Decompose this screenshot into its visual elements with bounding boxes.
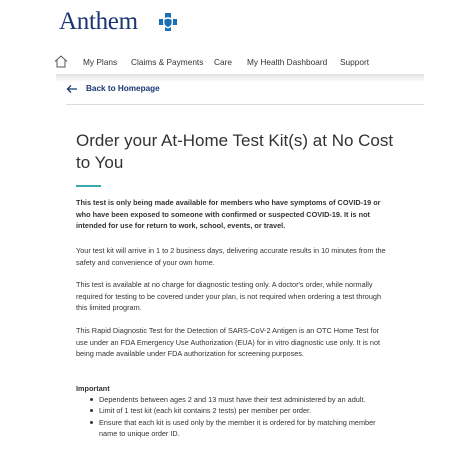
back-link-divider xyxy=(66,104,424,105)
nav-item-support[interactable]: Support xyxy=(340,57,370,67)
anthem-logo[interactable]: Anthem xyxy=(59,8,138,35)
important-heading: Important xyxy=(76,384,110,393)
nav-item-my-plans[interactable]: My Plans xyxy=(83,57,118,67)
fda-info: This Rapid Diagnostic Test for the Detection of SARS-CoV-2 Antigen is an OTC Home Test for use under an FDA Emergency Use Authorization (EUA) for in vitro diagnostic use only. It is not being made available under FDA authorization for screening purposes. xyxy=(76,326,381,358)
list-item: Limit of 1 test kit (each kit contains 2 tests) per member per order. xyxy=(90,405,380,416)
list-item: Ensure that each kit is used only by the member it is ordered for by matching member name to unique order ID. xyxy=(90,417,380,440)
important-list xyxy=(90,394,380,439)
delivery-info: Your test kit will arrive in 1 to 2 business days, delivering accurate results in 10 minutes from the safety and convenience of your own home. xyxy=(76,246,386,267)
nav-item-care[interactable]: Care xyxy=(214,57,232,67)
title-accent-rule xyxy=(76,185,101,187)
page-title: Order your At-Home Test Kit(s) at No Cost to You xyxy=(76,131,394,172)
arrow-left-icon xyxy=(66,83,78,95)
cost-info: This test is available at no charge for diagnostic testing only. A doctor's order, while normally required for testing to be covered under your plan, is not required when ordering a test through this limited program. xyxy=(76,280,382,312)
nav-divider xyxy=(56,74,424,82)
nav-item-claims-payments[interactable]: Claims & Payments xyxy=(131,57,204,67)
main-nav xyxy=(0,50,450,76)
eligibility-notice: This test is only being made available for members who have symptoms of COVID-19 or who have been exposed to someone with confirmed or suspected COVID-19. It is not intended for use for return to work, school, events, or travel. xyxy=(76,198,381,230)
site-header xyxy=(0,0,450,46)
home-icon[interactable] xyxy=(54,55,68,68)
back-link-label: Back to Homepage xyxy=(86,84,160,93)
blue-cross-blue-shield-logo-icon xyxy=(158,12,178,32)
list-item: Dependents between ages 2 and 13 must have their test administered by an adult. xyxy=(90,394,380,405)
nav-item-my-health-dashboard[interactable]: My Health Dashboard xyxy=(247,57,328,67)
